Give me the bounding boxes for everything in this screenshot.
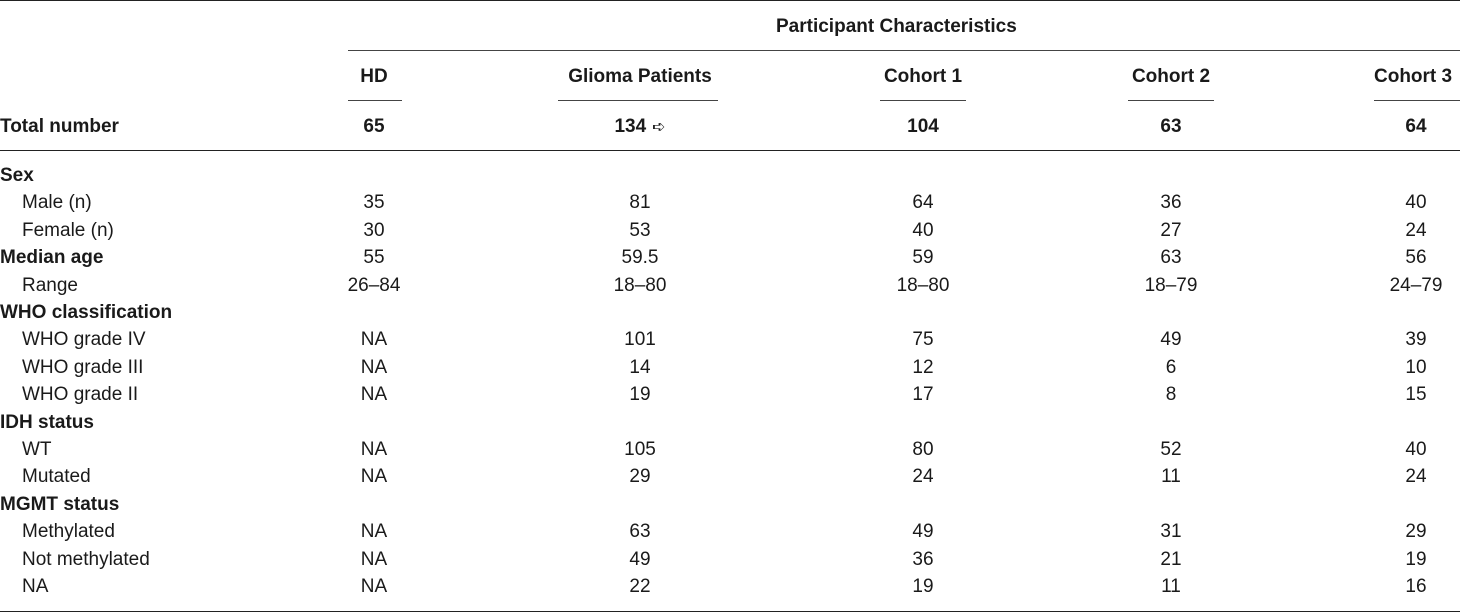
table-cell: 29 bbox=[1405, 521, 1427, 543]
table-cell: 26–84 bbox=[347, 274, 401, 296]
total-value-cohort-3: 64 bbox=[1405, 116, 1427, 137]
column-underline-cohort1 bbox=[880, 100, 966, 101]
column-underline-glioma bbox=[558, 100, 718, 101]
table-cell: 16 bbox=[1405, 576, 1427, 597]
table-cell: 64 bbox=[912, 192, 934, 214]
row-label: Mutated bbox=[22, 466, 91, 488]
table-cell: 24 bbox=[912, 466, 934, 488]
total-rule bbox=[0, 150, 1460, 151]
table-cell: 12 bbox=[912, 356, 934, 378]
table-cell: 14 bbox=[629, 356, 651, 378]
total-value-hd: 65 bbox=[363, 116, 385, 137]
total-value-glioma bbox=[614, 116, 665, 139]
row-label: Methylated bbox=[22, 521, 115, 543]
table-cell: NA bbox=[360, 384, 388, 406]
table-cell: 81 bbox=[629, 192, 651, 214]
table-cell: 63 bbox=[629, 521, 651, 543]
table-cell: 49 bbox=[912, 521, 934, 543]
column-underline-cohort3 bbox=[1374, 100, 1460, 101]
table-cell: 53 bbox=[629, 219, 651, 241]
row-label: WHO grade II bbox=[22, 384, 139, 406]
table-cell: NA bbox=[360, 439, 388, 460]
column-underline-cohort2 bbox=[1128, 100, 1214, 101]
row-label: Range bbox=[22, 274, 78, 296]
row-label: NA bbox=[22, 576, 49, 597]
table-cell: 30 bbox=[363, 219, 385, 241]
table-cell: 19 bbox=[629, 384, 651, 406]
section-label: Sex bbox=[0, 165, 34, 186]
table-cell: 19 bbox=[1405, 548, 1427, 570]
total-label: Total number bbox=[0, 116, 119, 137]
table-cell: NA bbox=[360, 466, 388, 488]
column-header-cohort-3: Cohort 3 bbox=[1374, 66, 1453, 87]
column-header-cohort-2: Cohort 2 bbox=[1131, 66, 1211, 87]
table-cell: 18–79 bbox=[1144, 274, 1198, 296]
table-cell: 59.5 bbox=[621, 247, 659, 269]
table-cell: 24 bbox=[1405, 466, 1427, 488]
section-label: MGMT status bbox=[0, 493, 120, 515]
table-cell: 36 bbox=[1160, 192, 1182, 214]
table-cell: NA bbox=[360, 548, 388, 570]
table-cell: 63 bbox=[1160, 247, 1182, 269]
table-cell: 49 bbox=[629, 548, 651, 570]
table-cell: 10 bbox=[1405, 356, 1427, 378]
table-cell: 35 bbox=[363, 192, 385, 214]
table-cell: 11 bbox=[1161, 576, 1181, 597]
table-cell: 75 bbox=[912, 329, 934, 351]
bottom-rule bbox=[0, 611, 1460, 612]
table-cell: 11 bbox=[1161, 466, 1181, 488]
header-group-title: Participant Characteristics bbox=[776, 16, 1017, 37]
row-label: WHO grade III bbox=[22, 356, 144, 378]
table-cell: 17 bbox=[912, 384, 934, 406]
row-label: Female (n) bbox=[22, 219, 114, 241]
table-cell: 39 bbox=[1405, 329, 1427, 351]
table-cell: NA bbox=[360, 329, 388, 351]
table-cell: 59 bbox=[912, 247, 934, 269]
table-cell: 21 bbox=[1160, 548, 1182, 570]
table-cell: 31 bbox=[1160, 521, 1182, 543]
table-cell: 29 bbox=[629, 466, 651, 488]
table-cell: 36 bbox=[912, 548, 934, 570]
table-cell: 49 bbox=[1160, 329, 1182, 351]
row-label: Male (n) bbox=[22, 192, 92, 214]
section-label: Median age bbox=[0, 247, 104, 269]
table-cell: 18–80 bbox=[896, 274, 950, 296]
table-cell: 8 bbox=[1165, 384, 1177, 406]
table-cell: 55 bbox=[363, 247, 385, 269]
row-label: Not methylated bbox=[22, 548, 150, 570]
arrow-icon: ➪ bbox=[652, 119, 666, 136]
table-cell: 40 bbox=[1405, 439, 1427, 460]
row-label: WHO grade IV bbox=[22, 329, 146, 351]
column-header-glioma-patients: Glioma Patients bbox=[568, 66, 712, 87]
total-value-cohort-1: 104 bbox=[907, 116, 939, 137]
table-cell: 19 bbox=[912, 576, 934, 597]
column-header-cohort-1: Cohort 1 bbox=[883, 66, 963, 87]
table-cell: 27 bbox=[1160, 219, 1182, 241]
table-cell: 56 bbox=[1405, 247, 1427, 269]
total-value-glioma-number: 134 bbox=[614, 116, 647, 137]
table-cell: 24 bbox=[1405, 219, 1427, 241]
group-header-rule bbox=[348, 50, 1460, 51]
section-label: WHO classification bbox=[0, 302, 173, 323]
table-cell: 80 bbox=[912, 439, 934, 460]
table-cell: 24–79 bbox=[1389, 274, 1443, 296]
row-label: WT bbox=[22, 439, 52, 460]
table-cell: NA bbox=[360, 521, 388, 543]
column-header-hd: HD bbox=[360, 66, 388, 87]
section-label: IDH status bbox=[0, 411, 94, 433]
table-cell: 101 bbox=[624, 329, 656, 351]
top-rule bbox=[0, 0, 1460, 1]
table-cell: 22 bbox=[629, 576, 651, 597]
table-cell: 40 bbox=[1405, 192, 1427, 214]
total-value-cohort-2: 63 bbox=[1160, 116, 1182, 137]
table-cell: NA bbox=[360, 356, 388, 378]
table-cell: 40 bbox=[912, 219, 934, 241]
table-cell: 6 bbox=[1165, 356, 1177, 378]
table-cell: NA bbox=[360, 576, 388, 597]
table-cell: 15 bbox=[1405, 384, 1427, 406]
column-underline-hd bbox=[348, 100, 402, 101]
table-cell: 18–80 bbox=[613, 274, 667, 296]
table-cell: 52 bbox=[1160, 439, 1182, 460]
table-cell: 105 bbox=[624, 439, 656, 460]
